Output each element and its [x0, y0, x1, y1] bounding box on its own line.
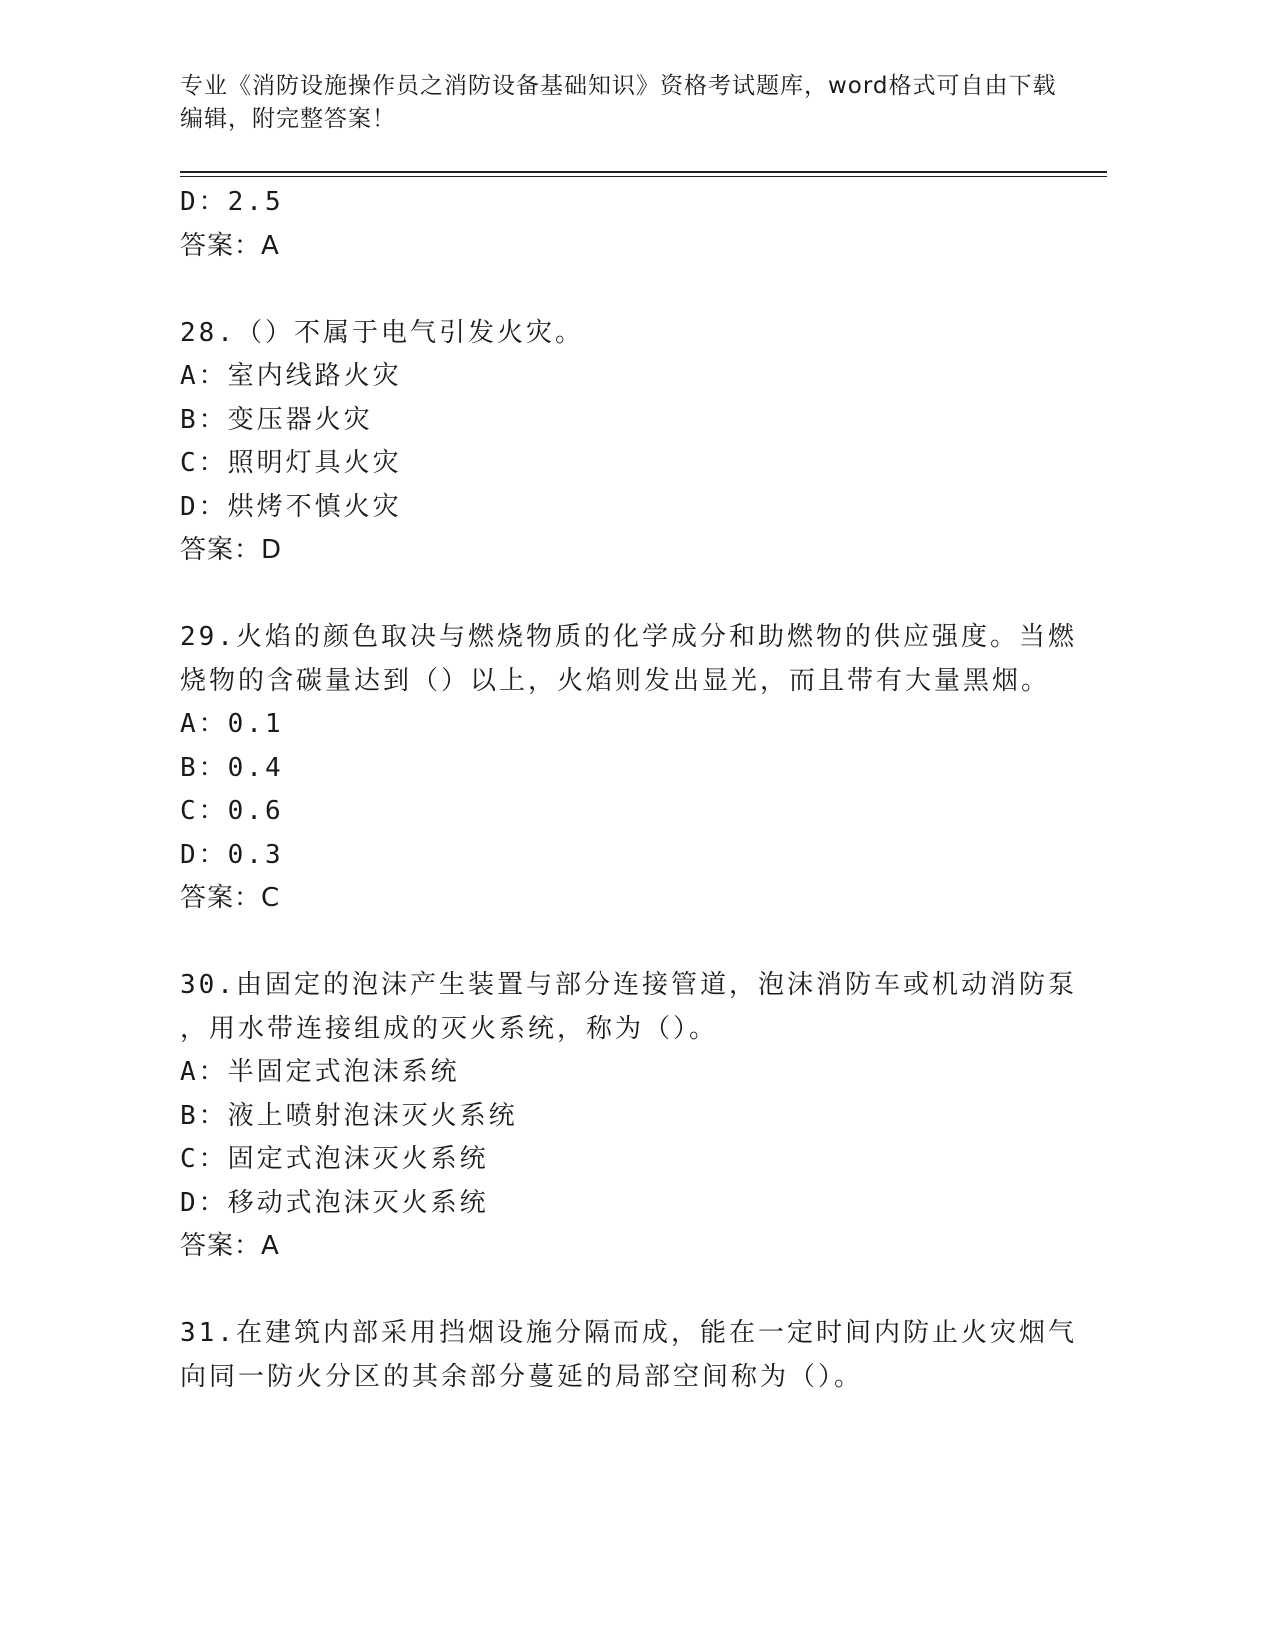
question-30	[180, 964, 1077, 1269]
header-rule-thick	[180, 171, 1107, 173]
question-stem-line-2: ，用水带连接组成的灭火系统，称为（）。	[180, 1013, 719, 1044]
question-stem-line-1: 30.由固定的泡沫产生装置与部分连接管道，泡沫消防车或机动消防泵	[180, 970, 1077, 1000]
option-c: C：固定式泡沫灭火系统	[180, 1144, 489, 1174]
option-d: D：0.3	[180, 839, 284, 870]
answer-line: 答案：A	[180, 1231, 280, 1261]
question-31	[180, 1312, 1077, 1399]
option-c: C：0.6	[180, 796, 284, 826]
header-rule-thin	[180, 176, 1107, 177]
answer-line: 答案：C	[180, 883, 281, 913]
option-b: B：变压器火灾	[180, 404, 373, 435]
answer-line: 答案：D	[180, 535, 283, 565]
spacer	[180, 268, 1060, 312]
option-a: A：0.1	[180, 709, 284, 739]
answer-line: 答案：A	[180, 230, 280, 261]
question-list	[180, 181, 1077, 1399]
option-c: C：照明灯具火灾	[180, 448, 402, 478]
question-stem: 28.（）不属于电气引发火灾。	[180, 317, 584, 348]
option-a: A：室内线路火灾	[180, 361, 402, 391]
option-d: D：2.5	[180, 187, 284, 217]
option-b: B：液上喷射泡沫灭火系统	[180, 1100, 518, 1131]
question-stem-line-1: 29.火焰的颜色取决与燃烧物质的化学成分和助燃物的供应强度。当燃	[180, 622, 1077, 652]
document-header: 专业《消防设施操作员之消防设备基础知识》资格考试题库，word格式可自由下载编辑，附完整答案！	[180, 73, 1057, 132]
question-stem-line-2: 向同一防火分区的其余部分蔓延的局部空间称为（）。	[180, 1361, 864, 1392]
spacer	[180, 1269, 1060, 1313]
option-d: D：烘烤不慎火灾	[180, 491, 402, 522]
option-a: A：半固定式泡沫系统	[180, 1057, 460, 1087]
option-b: B：0.4	[180, 752, 284, 783]
question-stem-line-2: 烧物的含碳量达到（）以上，火焰则发出显光，而且带有大量黑烟。	[180, 665, 1051, 696]
question-28	[180, 312, 1060, 573]
spacer	[180, 573, 1060, 617]
option-d: D：移动式泡沫灭火系统	[180, 1187, 489, 1218]
spacer	[180, 921, 1060, 965]
question-29	[180, 616, 1077, 921]
question-stem-line-1: 31.在建筑内部采用挡烟设施分隔而成，能在一定时间内防止火灾烟气	[180, 1318, 1077, 1348]
